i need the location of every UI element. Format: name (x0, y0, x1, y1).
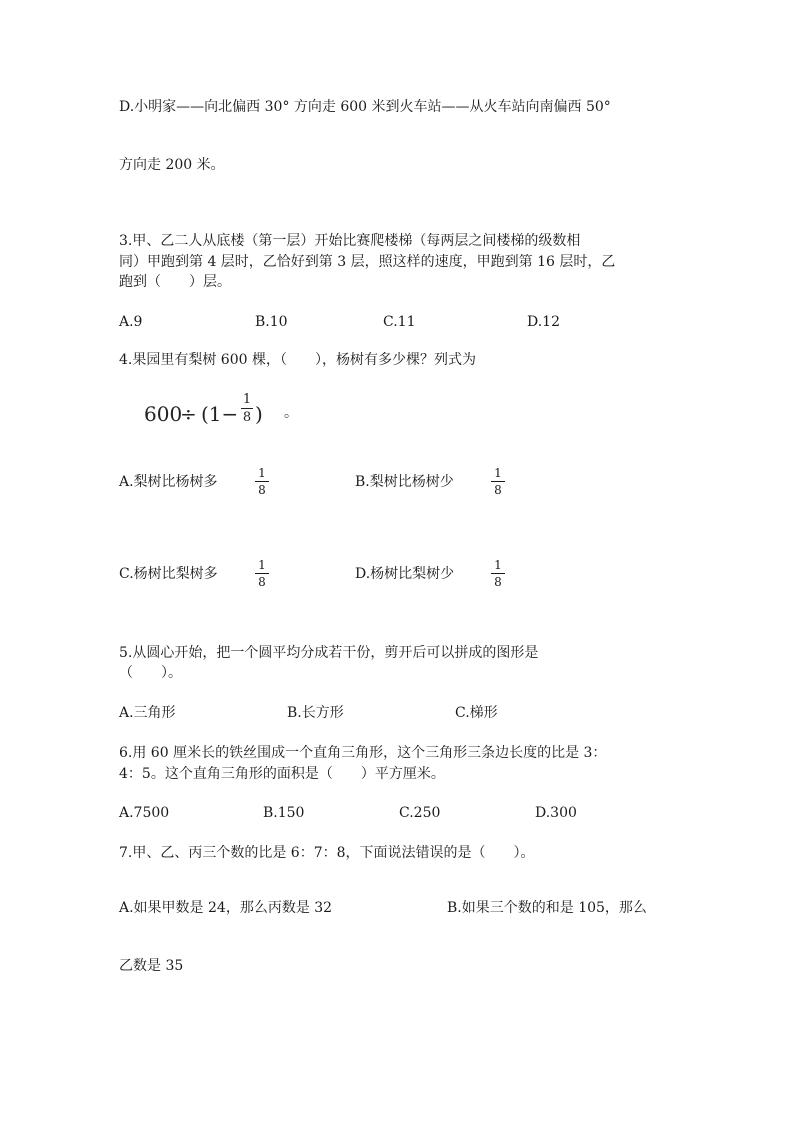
formula-frac-den: 8 (242, 410, 252, 425)
q4-option-c-fraction (255, 559, 269, 589)
q6-option-b: B.150 (263, 805, 305, 821)
q4-option-b-fraction (491, 467, 505, 497)
q2-option-d-line1: D.小明家——向北偏西 30° 方向走 600 米到火车站——从火车站向南偏西 50° (119, 99, 611, 115)
frac-den: 8 (258, 483, 266, 497)
q5-option-c: C.梯形 (455, 705, 498, 721)
q3-option-c: C.11 (383, 314, 416, 330)
formula-lhs: 600 (144, 402, 183, 426)
q6-stem-line2: 4：5。这个直角三角形的面积是（ ）平方厘米。 (119, 766, 445, 782)
q3-stem-line3: 跑到（ ）层。 (119, 274, 231, 290)
frac-num: 1 (494, 466, 502, 480)
q5-option-a: A.三角形 (119, 705, 176, 721)
q6-option-c: C.250 (399, 805, 441, 821)
q3-option-a: A.9 (119, 314, 143, 330)
frac-num: 1 (258, 558, 266, 572)
q6-stem-line1: 6.用 60 厘米长的铁丝围成一个直角三角形，这个三角形三条边长度的比是 3： (119, 745, 607, 761)
q4-option-c-label: C.杨树比梨树多 (119, 566, 218, 582)
q3-stem-line1: 3.甲、乙二人从底楼（第一层）开始比赛爬楼梯（每两层之间楼梯的级数相 (119, 233, 581, 249)
formula-paren-close: ) (255, 402, 263, 426)
q6-option-a: A.7500 (119, 805, 170, 821)
frac-den: 8 (258, 575, 266, 589)
formula-end-mark: 。 (284, 405, 298, 421)
q7-stem: 7.甲、乙、丙三个数的比是 6：7：8，下面说法错误的是（ ）。 (119, 845, 535, 861)
q4-option-a-fraction (255, 467, 269, 497)
q3-option-d: D.12 (527, 314, 560, 330)
formula-divide-op: ÷ (180, 402, 197, 426)
frac-den: 8 (494, 483, 502, 497)
q5-stem-line1: 5.从圆心开始，把一个圆平均分成若干份，剪开后可以拼成的图形是 (119, 645, 539, 661)
formula-fraction (241, 393, 253, 425)
q7-option-b-line1: B.如果三个数的和是 105，那么 (447, 900, 647, 916)
frac-num: 1 (494, 558, 502, 572)
q7-option-b-line2: 乙数是 35 (119, 958, 184, 974)
q4-option-b-label: B.梨树比杨树少 (355, 474, 454, 490)
q4-option-a-label: A.梨树比杨树多 (119, 474, 218, 490)
q2-option-d-line2: 方向走 200 米。 (119, 157, 225, 173)
q3-option-b: B.10 (255, 314, 288, 330)
formula-frac-num: 1 (242, 392, 252, 407)
q4-option-d-label: D.杨树比梨树少 (355, 566, 455, 582)
q4-stem: 4.果园里有梨树 600 棵，（ ），杨树有多少棵？列式为 (119, 352, 476, 368)
q4-option-d-fraction (491, 559, 505, 589)
formula-paren-open: (1− (201, 402, 239, 426)
q3-stem-line2: 同）甲跑到第 4 层时，乙恰好到第 3 层，照这样的速度，甲跑到第 16 层时，乙 (119, 254, 616, 270)
frac-num: 1 (258, 466, 266, 480)
q7-option-a: A.如果甲数是 24，那么丙数是 32 (119, 900, 333, 916)
q5-stem-line2: （ ）。 (119, 665, 182, 681)
frac-den: 8 (494, 575, 502, 589)
q6-option-d: D.300 (535, 805, 577, 821)
q5-option-b: B.长方形 (287, 705, 344, 721)
